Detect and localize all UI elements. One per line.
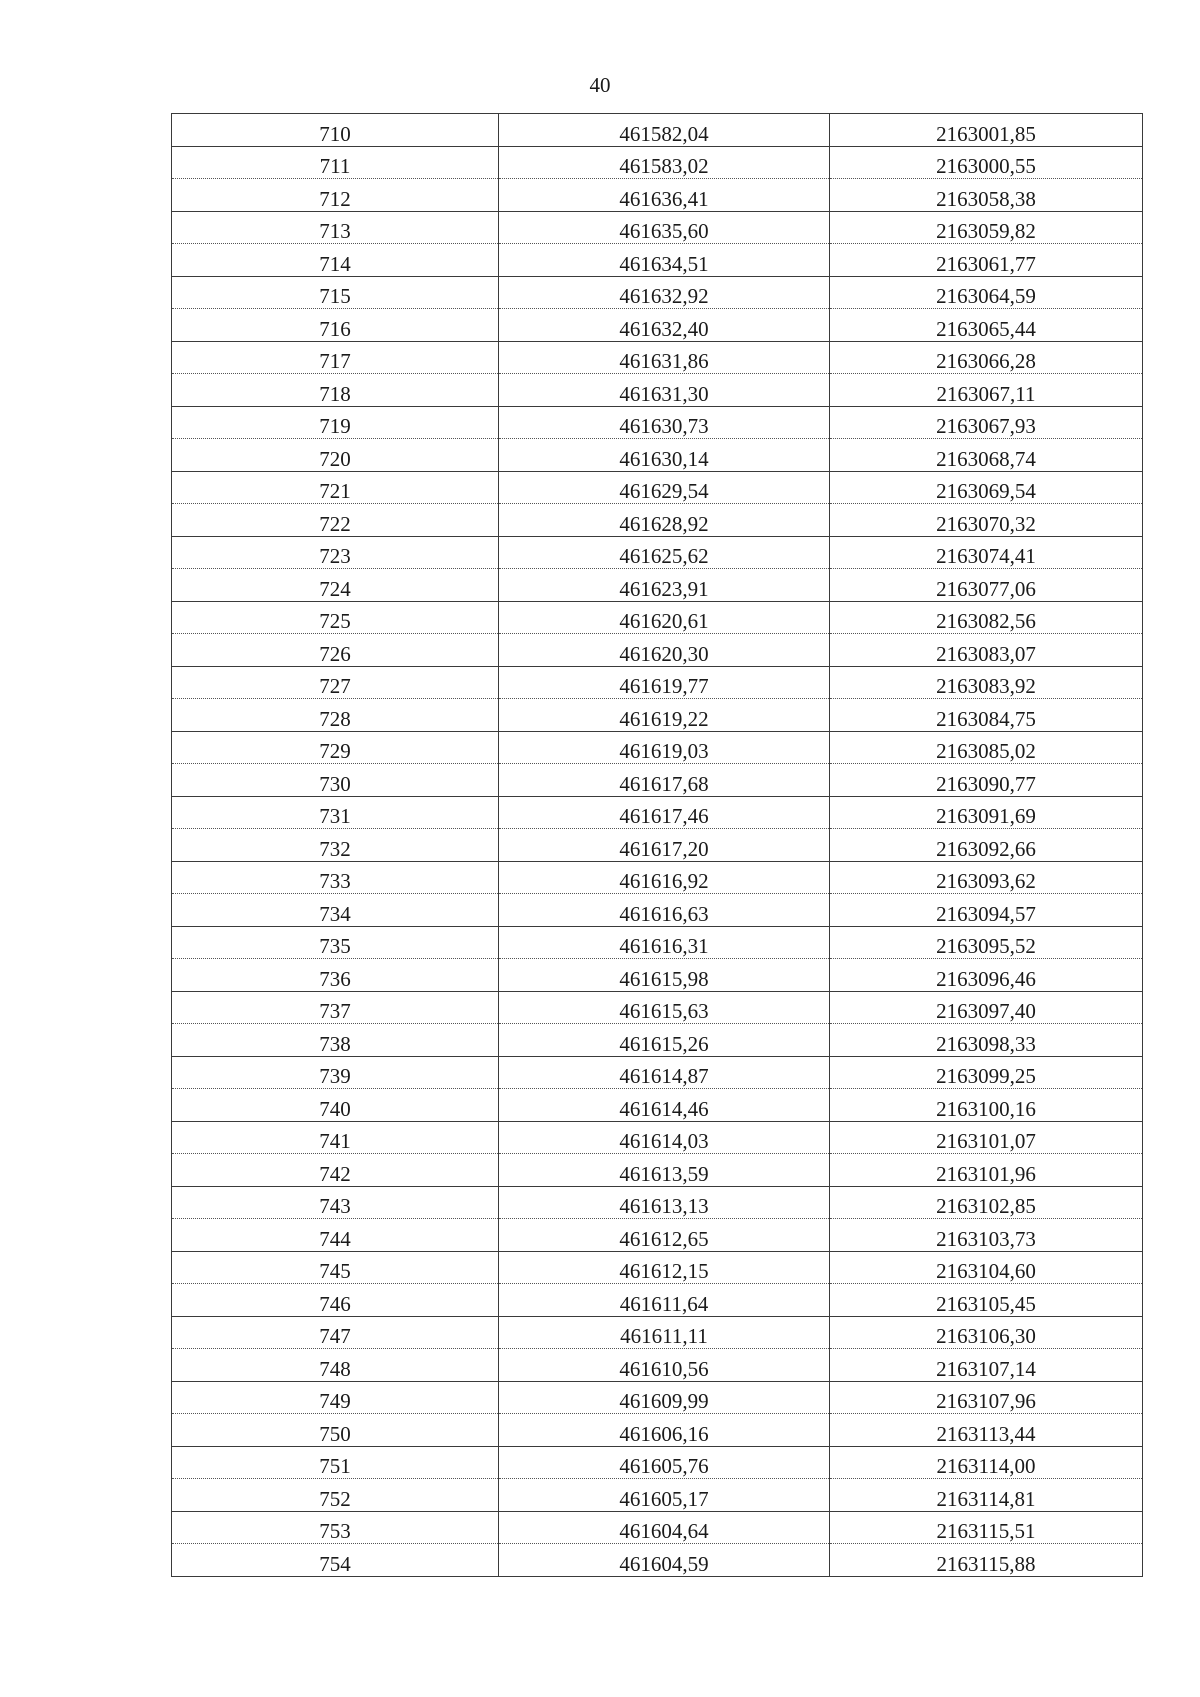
x-coordinate-cell: 461615,98: [499, 959, 830, 992]
x-coordinate-cell: 461582,04: [499, 114, 830, 147]
point-number-cell: 746: [172, 1284, 499, 1317]
x-coordinate-cell: 461615,26: [499, 1024, 830, 1057]
y-coordinate-cell: 2163100,16: [830, 1089, 1143, 1122]
x-coordinate-cell: 461616,92: [499, 861, 830, 894]
table-row: [172, 1121, 1143, 1154]
y-coordinate-cell: 2163097,40: [830, 991, 1143, 1024]
y-coordinate-cell: 2163101,96: [830, 1154, 1143, 1187]
table-row: [172, 829, 1143, 862]
table-row: [172, 1316, 1143, 1349]
table-row: [172, 244, 1143, 277]
x-coordinate-cell: 461634,51: [499, 244, 830, 277]
table-row: [172, 211, 1143, 244]
table-row: [172, 1251, 1143, 1284]
point-number-cell: 743: [172, 1186, 499, 1219]
point-number-cell: 711: [172, 146, 499, 179]
y-coordinate-cell: 2163077,06: [830, 569, 1143, 602]
x-coordinate-cell: 461628,92: [499, 504, 830, 537]
y-coordinate-cell: 2163064,59: [830, 276, 1143, 309]
x-coordinate-cell: 461636,41: [499, 179, 830, 212]
x-coordinate-cell: 461612,65: [499, 1219, 830, 1252]
table-row: [172, 926, 1143, 959]
point-number-cell: 729: [172, 731, 499, 764]
x-coordinate-cell: 461620,61: [499, 601, 830, 634]
y-coordinate-cell: 2163068,74: [830, 439, 1143, 472]
table-row: [172, 1381, 1143, 1414]
point-number-cell: 733: [172, 861, 499, 894]
table-row: [172, 1024, 1143, 1057]
x-coordinate-cell: 461617,46: [499, 796, 830, 829]
table-row: [172, 1544, 1143, 1577]
point-number-cell: 750: [172, 1414, 499, 1447]
x-coordinate-cell: 461613,59: [499, 1154, 830, 1187]
table-row: [172, 1349, 1143, 1382]
table-row: [172, 1056, 1143, 1089]
y-coordinate-cell: 2163066,28: [830, 341, 1143, 374]
x-coordinate-cell: 461629,54: [499, 471, 830, 504]
point-number-cell: 724: [172, 569, 499, 602]
x-coordinate-cell: 461610,56: [499, 1349, 830, 1382]
x-coordinate-cell: 461630,73: [499, 406, 830, 439]
table-row: [172, 309, 1143, 342]
point-number-cell: 732: [172, 829, 499, 862]
table-row: [172, 1284, 1143, 1317]
point-number-cell: 736: [172, 959, 499, 992]
y-coordinate-cell: 2163058,38: [830, 179, 1143, 212]
point-number-cell: 752: [172, 1479, 499, 1512]
point-number-cell: 731: [172, 796, 499, 829]
x-coordinate-cell: 461616,31: [499, 926, 830, 959]
y-coordinate-cell: 2163091,69: [830, 796, 1143, 829]
x-coordinate-cell: 461619,03: [499, 731, 830, 764]
table-row: [172, 1219, 1143, 1252]
y-coordinate-cell: 2163093,62: [830, 861, 1143, 894]
point-number-cell: 744: [172, 1219, 499, 1252]
table-row: [172, 1186, 1143, 1219]
x-coordinate-cell: 461619,22: [499, 699, 830, 732]
x-coordinate-cell: 461631,30: [499, 374, 830, 407]
y-coordinate-cell: 2163067,11: [830, 374, 1143, 407]
point-number-cell: 738: [172, 1024, 499, 1057]
y-coordinate-cell: 2163067,93: [830, 406, 1143, 439]
table-row: [172, 471, 1143, 504]
point-number-cell: 745: [172, 1251, 499, 1284]
point-number-cell: 721: [172, 471, 499, 504]
x-coordinate-cell: 461604,59: [499, 1544, 830, 1577]
x-coordinate-cell: 461611,64: [499, 1284, 830, 1317]
point-number-cell: 723: [172, 536, 499, 569]
x-coordinate-cell: 461609,99: [499, 1381, 830, 1414]
point-number-cell: 716: [172, 309, 499, 342]
point-number-cell: 742: [172, 1154, 499, 1187]
point-number-cell: 735: [172, 926, 499, 959]
x-coordinate-cell: 461583,02: [499, 146, 830, 179]
x-coordinate-cell: 461604,64: [499, 1511, 830, 1544]
x-coordinate-cell: 461612,15: [499, 1251, 830, 1284]
table-row: [172, 341, 1143, 374]
point-number-cell: 719: [172, 406, 499, 439]
point-number-cell: 753: [172, 1511, 499, 1544]
point-number-cell: 739: [172, 1056, 499, 1089]
point-number-cell: 737: [172, 991, 499, 1024]
y-coordinate-cell: 2163000,55: [830, 146, 1143, 179]
y-coordinate-cell: 2163101,07: [830, 1121, 1143, 1154]
table-row: [172, 1511, 1143, 1544]
y-coordinate-cell: 2163113,44: [830, 1414, 1143, 1447]
point-number-cell: 722: [172, 504, 499, 537]
x-coordinate-cell: 461605,76: [499, 1446, 830, 1479]
x-coordinate-cell: 461605,17: [499, 1479, 830, 1512]
table-row: [172, 1089, 1143, 1122]
y-coordinate-cell: 2163069,54: [830, 471, 1143, 504]
table-row: [172, 1414, 1143, 1447]
coordinates-table-body: [172, 114, 1143, 1577]
point-number-cell: 717: [172, 341, 499, 374]
table-row: [172, 146, 1143, 179]
y-coordinate-cell: 2163102,85: [830, 1186, 1143, 1219]
point-number-cell: 726: [172, 634, 499, 667]
table-row: [172, 796, 1143, 829]
x-coordinate-cell: 461632,40: [499, 309, 830, 342]
y-coordinate-cell: 2163094,57: [830, 894, 1143, 927]
x-coordinate-cell: 461623,91: [499, 569, 830, 602]
y-coordinate-cell: 2163095,52: [830, 926, 1143, 959]
table-row: [172, 764, 1143, 797]
point-number-cell: 712: [172, 179, 499, 212]
table-row: [172, 406, 1143, 439]
table-row: [172, 504, 1143, 537]
table-row: [172, 1446, 1143, 1479]
point-number-cell: 713: [172, 211, 499, 244]
page-number: 40: [589, 73, 611, 97]
table-row: [172, 991, 1143, 1024]
x-coordinate-cell: 461616,63: [499, 894, 830, 927]
x-coordinate-cell: 461632,92: [499, 276, 830, 309]
point-number-cell: 710: [172, 114, 499, 147]
table-row: [172, 536, 1143, 569]
y-coordinate-cell: 2163083,07: [830, 634, 1143, 667]
y-coordinate-cell: 2163061,77: [830, 244, 1143, 277]
point-number-cell: 714: [172, 244, 499, 277]
y-coordinate-cell: 2163105,45: [830, 1284, 1143, 1317]
y-coordinate-cell: 2163106,30: [830, 1316, 1143, 1349]
y-coordinate-cell: 2163099,25: [830, 1056, 1143, 1089]
y-coordinate-cell: 2163074,41: [830, 536, 1143, 569]
table-row: [172, 894, 1143, 927]
x-coordinate-cell: 461631,86: [499, 341, 830, 374]
table-row: [172, 731, 1143, 764]
point-number-cell: 734: [172, 894, 499, 927]
coordinates-table: [171, 113, 1143, 1577]
table-row: [172, 666, 1143, 699]
x-coordinate-cell: 461614,87: [499, 1056, 830, 1089]
x-coordinate-cell: 461615,63: [499, 991, 830, 1024]
y-coordinate-cell: 2163114,81: [830, 1479, 1143, 1512]
x-coordinate-cell: 461617,20: [499, 829, 830, 862]
y-coordinate-cell: 2163090,77: [830, 764, 1143, 797]
x-coordinate-cell: 461635,60: [499, 211, 830, 244]
x-coordinate-cell: 461630,14: [499, 439, 830, 472]
point-number-cell: 725: [172, 601, 499, 634]
x-coordinate-cell: 461619,77: [499, 666, 830, 699]
table-row: [172, 699, 1143, 732]
point-number-cell: 751: [172, 1446, 499, 1479]
y-coordinate-cell: 2163098,33: [830, 1024, 1143, 1057]
x-coordinate-cell: 461606,16: [499, 1414, 830, 1447]
point-number-cell: 727: [172, 666, 499, 699]
y-coordinate-cell: 2163103,73: [830, 1219, 1143, 1252]
y-coordinate-cell: 2163107,96: [830, 1381, 1143, 1414]
table-row: [172, 374, 1143, 407]
y-coordinate-cell: 2163104,60: [830, 1251, 1143, 1284]
point-number-cell: 730: [172, 764, 499, 797]
point-number-cell: 754: [172, 1544, 499, 1577]
table-row: [172, 861, 1143, 894]
x-coordinate-cell: 461614,03: [499, 1121, 830, 1154]
x-coordinate-cell: 461613,13: [499, 1186, 830, 1219]
table-row: [172, 601, 1143, 634]
point-number-cell: 718: [172, 374, 499, 407]
x-coordinate-cell: 461620,30: [499, 634, 830, 667]
y-coordinate-cell: 2163070,32: [830, 504, 1143, 537]
table-row: [172, 179, 1143, 212]
y-coordinate-cell: 2163085,02: [830, 731, 1143, 764]
y-coordinate-cell: 2163114,00: [830, 1446, 1143, 1479]
point-number-cell: 740: [172, 1089, 499, 1122]
x-coordinate-cell: 461617,68: [499, 764, 830, 797]
x-coordinate-cell: 461614,46: [499, 1089, 830, 1122]
point-number-cell: 720: [172, 439, 499, 472]
point-number-cell: 715: [172, 276, 499, 309]
y-coordinate-cell: 2163115,88: [830, 1544, 1143, 1577]
y-coordinate-cell: 2163115,51: [830, 1511, 1143, 1544]
table-row: [172, 439, 1143, 472]
y-coordinate-cell: 2163083,92: [830, 666, 1143, 699]
y-coordinate-cell: 2163092,66: [830, 829, 1143, 862]
table-row: [172, 959, 1143, 992]
table-row: [172, 634, 1143, 667]
table-row: [172, 1154, 1143, 1187]
table-row: [172, 114, 1143, 147]
point-number-cell: 747: [172, 1316, 499, 1349]
y-coordinate-cell: 2163001,85: [830, 114, 1143, 147]
y-coordinate-cell: 2163084,75: [830, 699, 1143, 732]
x-coordinate-cell: 461625,62: [499, 536, 830, 569]
table-row: [172, 276, 1143, 309]
point-number-cell: 728: [172, 699, 499, 732]
table-row: [172, 569, 1143, 602]
y-coordinate-cell: 2163107,14: [830, 1349, 1143, 1382]
table-row: [172, 1479, 1143, 1512]
point-number-cell: 749: [172, 1381, 499, 1414]
point-number-cell: 748: [172, 1349, 499, 1382]
point-number-cell: 741: [172, 1121, 499, 1154]
x-coordinate-cell: 461611,11: [499, 1316, 830, 1349]
y-coordinate-cell: 2163082,56: [830, 601, 1143, 634]
y-coordinate-cell: 2163065,44: [830, 309, 1143, 342]
y-coordinate-cell: 2163096,46: [830, 959, 1143, 992]
y-coordinate-cell: 2163059,82: [830, 211, 1143, 244]
